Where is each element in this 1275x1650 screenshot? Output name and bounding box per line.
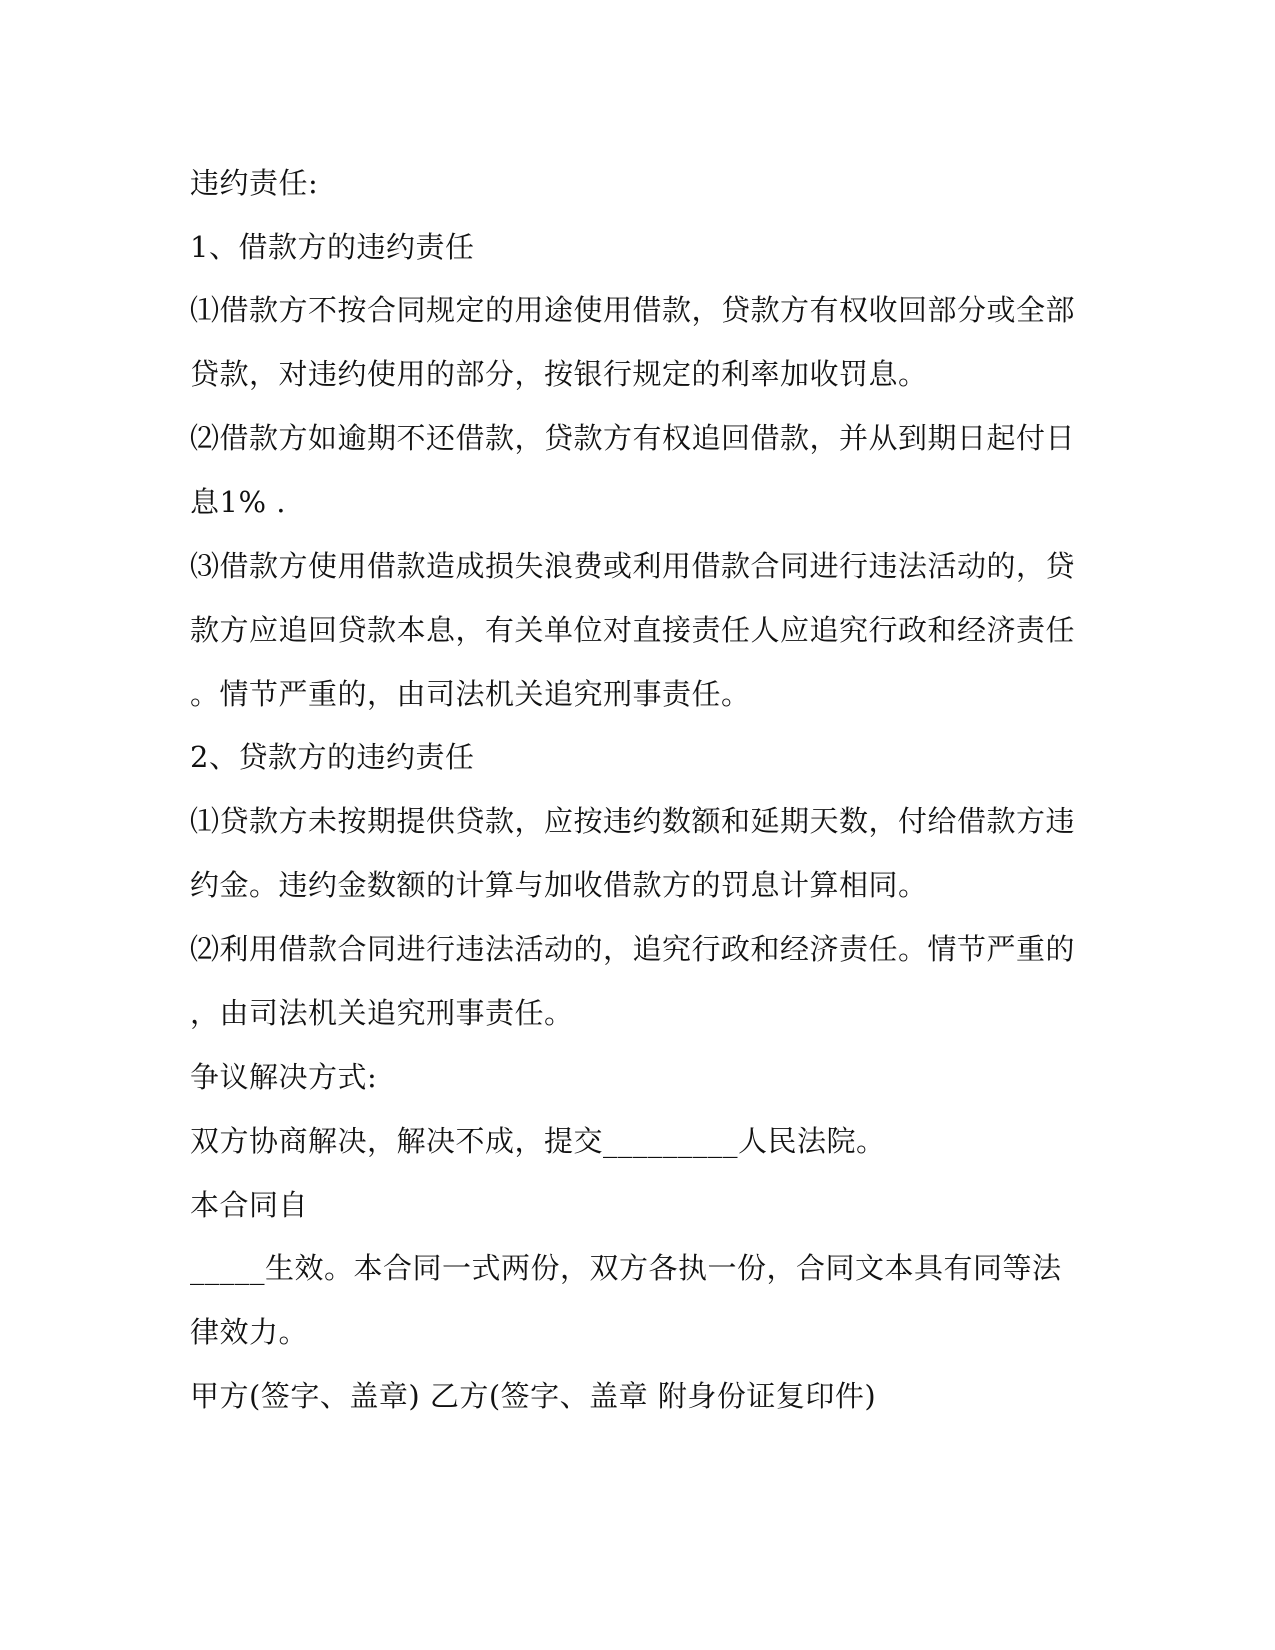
subheading-lender-liability: 2、贷款方的违约责任: [190, 740, 475, 774]
heading-dispute-resolution: 争议解决方式:: [190, 1060, 378, 1094]
effective-date-line-1: 本合同自: [190, 1188, 309, 1222]
clause-borrower-3-line-2: 款方应追回贷款本息，有关单位对直接责任人应追究行政和经济责任: [190, 613, 1076, 647]
clause-borrower-1-line-2: 贷款，对违约使用的部分，按银行规定的利率加收罚息。: [190, 357, 928, 391]
effective-date-line-2: _____生效。本合同一式两份，双方各执一份，合同文本具有同等法: [190, 1251, 1062, 1285]
clause-lender-1-line-1: ⑴贷款方未按期提供贷款，应按违约数额和延期天数，付给借款方违: [190, 804, 1076, 838]
clause-lender-2-line-1: ⑵利用借款合同进行违法活动的，追究行政和经济责任。情节严重的: [190, 932, 1076, 966]
clause-borrower-3-line-3: 。情节严重的，由司法机关追究刑事责任。: [190, 677, 751, 711]
clause-borrower-1-line-1: ⑴借款方不按合同规定的用途使用借款，贷款方有权收回部分或全部: [190, 293, 1076, 327]
dispute-resolution-text: 双方协商解决，解决不成，提交_________人民法院。: [190, 1124, 886, 1158]
clause-borrower-2-line-2: 息1% .: [190, 485, 286, 519]
subheading-borrower-liability: 1、借款方的违约责任: [190, 230, 475, 264]
clause-borrower-3-line-1: ⑶借款方使用借款造成损失浪费或利用借款合同进行违法活动的，贷: [190, 549, 1076, 583]
heading-breach-liability: 违约责任:: [190, 166, 319, 200]
signature-line: 甲方(签字、盖章) 乙方(签字、盖章 附身份证复印件): [190, 1379, 877, 1413]
clause-borrower-2-line-1: ⑵借款方如逾期不还借款，贷款方有权追回借款，并从到期日起付日: [190, 421, 1076, 455]
effective-date-line-3: 律效力。: [190, 1315, 309, 1349]
clause-lender-1-line-2: 约金。违约金数额的计算与加收借款方的罚息计算相同。: [190, 868, 928, 902]
clause-lender-2-line-2: ，由司法机关追究刑事责任。: [190, 996, 574, 1030]
